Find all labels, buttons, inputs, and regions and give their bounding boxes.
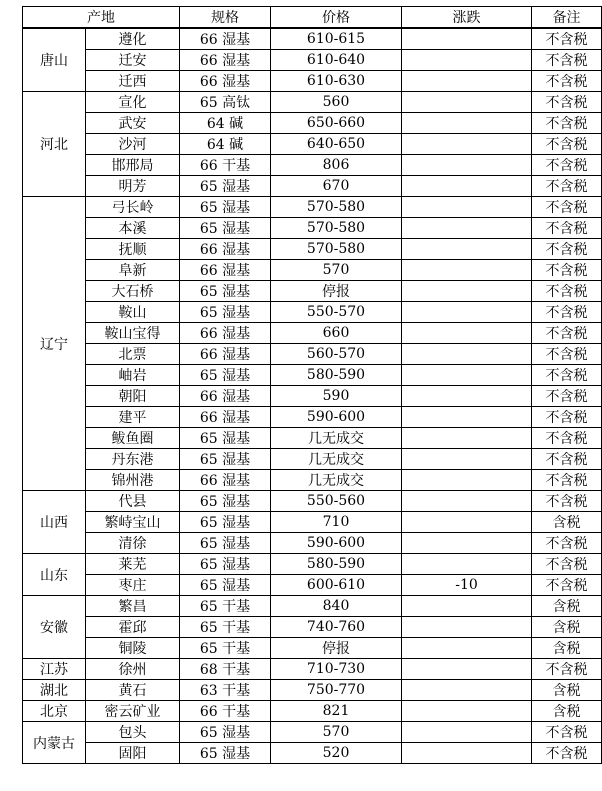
change-cell [402,302,532,323]
spec-cell: 65 湿基 [180,428,271,449]
change-cell [402,260,532,281]
place-cell: 岫岩 [86,365,180,386]
change-cell [402,407,532,428]
region-cell: 河北 [23,92,86,197]
region-cell: 湖北 [23,680,86,701]
spec-cell: 64 碱 [180,134,271,155]
price-cell: 640-650 [271,134,402,155]
note-cell: 不含税 [532,71,602,92]
spec-cell: 64 碱 [180,113,271,134]
spec-cell: 65 湿基 [180,365,271,386]
change-cell [402,428,532,449]
place-cell: 徐州 [86,659,180,680]
table-row [23,575,602,596]
price-cell: 550-570 [271,302,402,323]
price-cell: 580-590 [271,554,402,575]
change-cell [402,617,532,638]
place-cell: 弓长岭 [86,197,180,218]
price-cell: 600-610 [271,575,402,596]
place-cell: 代县 [86,491,180,512]
price-cell: 560 [271,92,402,113]
note-cell: 不含税 [532,155,602,176]
table-row [23,155,602,176]
price-cell: 590-600 [271,533,402,554]
place-cell: 包头 [86,722,180,743]
change-cell [402,28,532,50]
place-cell: 宣化 [86,92,180,113]
spec-cell: 66 湿基 [180,71,271,92]
price-cell: 停报 [271,638,402,659]
price-cell: 570-580 [271,239,402,260]
spec-cell: 65 干基 [180,638,271,659]
note-cell: 不含税 [532,92,602,113]
place-cell: 丹东港 [86,449,180,470]
spec-cell: 68 干基 [180,659,271,680]
spec-cell: 65 湿基 [180,722,271,743]
place-cell: 朝阳 [86,386,180,407]
place-cell: 黄石 [86,680,180,701]
spec-cell: 65 湿基 [180,176,271,197]
note-cell: 不含税 [532,50,602,71]
change-cell [402,554,532,575]
change-cell [402,470,532,491]
place-cell: 大石桥 [86,281,180,302]
change-cell [402,176,532,197]
table-row [23,680,602,701]
place-cell: 鞍山 [86,302,180,323]
price-cell: 610-630 [271,71,402,92]
table-row [23,596,602,617]
change-cell [402,491,532,512]
spec-cell: 65 湿基 [180,533,271,554]
price-cell: 停报 [271,281,402,302]
price-cell: 几无成交 [271,428,402,449]
price-cell: 560-570 [271,344,402,365]
spec-cell: 65 湿基 [180,743,271,764]
place-cell: 繁峙宝山 [86,512,180,533]
note-cell: 不含税 [532,281,602,302]
price-cell: 740-760 [271,617,402,638]
spec-cell: 66 湿基 [180,470,271,491]
price-cell: 660 [271,323,402,344]
spec-cell: 66 湿基 [180,386,271,407]
note-cell: 不含税 [532,197,602,218]
table-row [23,743,602,764]
header-origin: 产地 [23,7,180,29]
change-cell [402,71,532,92]
place-cell: 武安 [86,113,180,134]
region-cell: 山西 [23,491,86,554]
change-cell [402,386,532,407]
price-cell: 580-590 [271,365,402,386]
price-cell: 840 [271,596,402,617]
change-cell [402,281,532,302]
note-cell: 含税 [532,638,602,659]
table-row [23,512,602,533]
note-cell: 不含税 [532,449,602,470]
price-cell: 710 [271,512,402,533]
region-cell: 辽宁 [23,197,86,491]
change-cell [402,344,532,365]
table-row [23,92,602,113]
note-cell: 不含税 [532,344,602,365]
place-cell: 鲅鱼圈 [86,428,180,449]
region-cell: 江苏 [23,659,86,680]
spec-cell: 65 干基 [180,617,271,638]
table-row [23,197,602,218]
note-cell: 不含税 [532,176,602,197]
price-cell: 570-580 [271,218,402,239]
price-cell: 590-600 [271,407,402,428]
change-cell [402,323,532,344]
spec-cell: 66 湿基 [180,50,271,71]
header-row [23,7,602,29]
place-cell: 北票 [86,344,180,365]
place-cell: 邯邢局 [86,155,180,176]
change-cell [402,50,532,71]
spec-cell: 65 湿基 [180,197,271,218]
spec-cell: 66 湿基 [180,239,271,260]
note-cell: 不含税 [532,323,602,344]
table-row [23,344,602,365]
price-cell: 570 [271,260,402,281]
spec-cell: 65 干基 [180,596,271,617]
place-cell: 迁安 [86,50,180,71]
region-cell: 山东 [23,554,86,596]
table-row [23,428,602,449]
place-cell: 迁西 [86,71,180,92]
header-change: 涨跌 [402,7,532,29]
price-cell: 几无成交 [271,470,402,491]
spec-cell: 65 湿基 [180,491,271,512]
price-cell: 几无成交 [271,449,402,470]
note-cell: 不含税 [532,386,602,407]
note-cell: 不含税 [532,575,602,596]
change-cell [402,155,532,176]
change-cell [402,92,532,113]
place-cell: 建平 [86,407,180,428]
note-cell: 不含税 [532,28,602,50]
price-cell: 520 [271,743,402,764]
place-cell: 锦州港 [86,470,180,491]
table-row [23,386,602,407]
note-cell: 不含税 [532,554,602,575]
header-note: 备注 [532,7,602,29]
header-price: 价格 [271,7,402,29]
spec-cell: 66 湿基 [180,260,271,281]
table-row [23,554,602,575]
spec-cell: 66 湿基 [180,344,271,365]
note-cell: 不含税 [532,218,602,239]
price-cell: 750-770 [271,680,402,701]
change-cell [402,596,532,617]
change-cell [402,638,532,659]
place-cell: 遵化 [86,28,180,50]
region-cell: 内蒙古 [23,722,86,764]
place-cell: 霍邱 [86,617,180,638]
spec-cell: 63 干基 [180,680,271,701]
change-cell [402,722,532,743]
spec-cell: 65 湿基 [180,575,271,596]
spec-cell: 65 湿基 [180,554,271,575]
change-cell [402,365,532,386]
spec-cell: 65 湿基 [180,281,271,302]
spec-cell: 66 湿基 [180,407,271,428]
table-row [23,218,602,239]
price-cell: 550-560 [271,491,402,512]
table-row [23,71,602,92]
note-cell: 不含税 [532,470,602,491]
table-row [23,722,602,743]
place-cell: 抚顺 [86,239,180,260]
price-cell: 670 [271,176,402,197]
price-cell: 570-580 [271,197,402,218]
change-cell [402,218,532,239]
place-cell: 本溪 [86,218,180,239]
note-cell: 不含税 [532,260,602,281]
place-cell: 明芳 [86,176,180,197]
note-cell: 含税 [532,680,602,701]
change-cell [402,680,532,701]
table-row [23,617,602,638]
change-cell [402,701,532,722]
note-cell: 含税 [532,512,602,533]
spec-cell: 66 湿基 [180,323,271,344]
table-body [23,28,602,764]
note-cell: 不含税 [532,722,602,743]
table-row [23,281,602,302]
change-cell [402,239,532,260]
table-row [23,407,602,428]
note-cell: 不含税 [532,533,602,554]
spec-cell: 65 高钛 [180,92,271,113]
place-cell: 鞍山宝得 [86,323,180,344]
note-cell: 不含税 [532,134,602,155]
table-row [23,449,602,470]
note-cell: 不含税 [532,743,602,764]
spec-cell: 66 干基 [180,155,271,176]
place-cell: 莱芜 [86,554,180,575]
note-cell: 不含税 [532,113,602,134]
place-cell: 阜新 [86,260,180,281]
table-row [23,638,602,659]
price-cell: 610-640 [271,50,402,71]
change-cell [402,449,532,470]
table-row [23,134,602,155]
spec-cell: 65 湿基 [180,512,271,533]
table-row [23,50,602,71]
place-cell: 枣庄 [86,575,180,596]
note-cell: 不含税 [532,659,602,680]
table-row [23,323,602,344]
table-row [23,659,602,680]
table-row [23,365,602,386]
change-cell [402,533,532,554]
spec-cell: 66 湿基 [180,28,271,50]
spec-cell: 65 湿基 [180,218,271,239]
price-cell: 650-660 [271,113,402,134]
header-spec: 规格 [180,7,271,29]
table-row [23,113,602,134]
note-cell: 含税 [532,596,602,617]
change-cell [402,134,532,155]
spec-cell: 66 干基 [180,701,271,722]
note-cell: 不含税 [532,491,602,512]
note-cell: 含税 [532,701,602,722]
table-row [23,239,602,260]
place-cell: 繁昌 [86,596,180,617]
note-cell: 不含税 [532,407,602,428]
spec-cell: 65 湿基 [180,449,271,470]
region-cell: 安徽 [23,596,86,659]
table-row [23,701,602,722]
table-row [23,260,602,281]
region-cell: 北京 [23,701,86,722]
spec-cell: 65 湿基 [180,302,271,323]
note-cell: 不含税 [532,428,602,449]
change-cell [402,512,532,533]
price-cell: 590 [271,386,402,407]
change-cell [402,113,532,134]
price-cell: 821 [271,701,402,722]
price-cell: 806 [271,155,402,176]
table-row [23,28,602,50]
change-cell [402,743,532,764]
place-cell: 沙河 [86,134,180,155]
table-row [23,491,602,512]
change-cell [402,197,532,218]
note-cell: 不含税 [532,302,602,323]
table-row [23,176,602,197]
price-table [22,6,602,764]
place-cell: 清徐 [86,533,180,554]
price-cell: 570 [271,722,402,743]
table-row [23,470,602,491]
place-cell: 铜陵 [86,638,180,659]
table-row [23,302,602,323]
table-row [23,533,602,554]
place-cell: 固阳 [86,743,180,764]
change-cell: -10 [402,575,532,596]
price-cell: 710-730 [271,659,402,680]
change-cell [402,659,532,680]
region-cell: 唐山 [23,28,86,92]
note-cell: 含税 [532,617,602,638]
note-cell: 不含税 [532,239,602,260]
note-cell: 不含税 [532,365,602,386]
price-cell: 610-615 [271,28,402,50]
place-cell: 密云矿业 [86,701,180,722]
